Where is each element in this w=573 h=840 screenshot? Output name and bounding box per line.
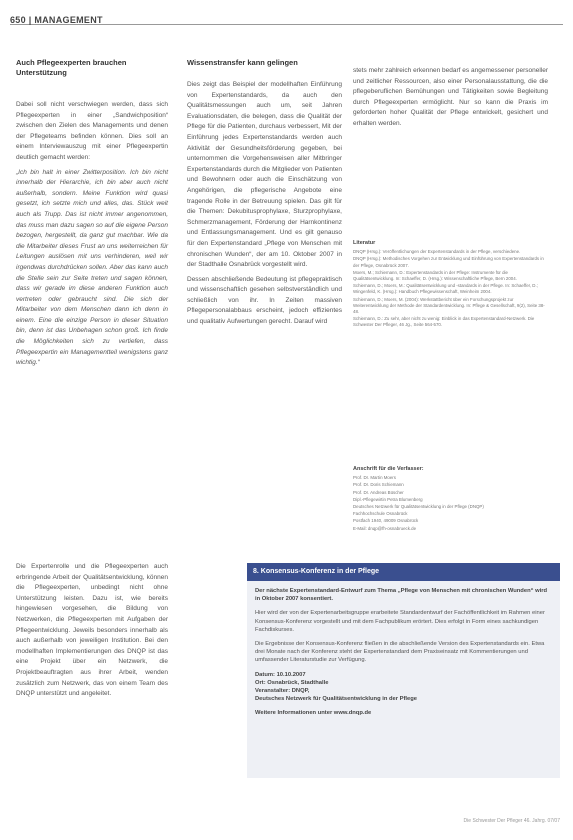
address-line: Prof. Dr. Doris Schiemann xyxy=(353,482,404,488)
address-line: Deutsches Netzwerk für Qualitätsentwicklung in der Pflege (DNQP) xyxy=(353,504,484,510)
address-line: Fachhochschule Osnabrück xyxy=(353,511,408,517)
box-organizer-full: Deutsches Netzwerk für Qualitätsentwicklung in der Pflege xyxy=(255,696,418,703)
literature-section xyxy=(353,240,548,330)
col1-quote: „Ich bin halt in einer Zwitterposition. Ich bin nicht innerhalb der Hierarchie, ich bin aber auch nicht außerhalb, sondern. Meine Funktion wird quasi gesetzt, ich setzte mich und alles, das. Stück weit auch als Trupp. Das ist nicht immer angenommen, das muss man dazu sagen so auf die eigene Person bezogen, hergestellt, da ganz gut machbar. Wie da die Mitarbeiter dieses Frust an uns weiterreichen für Leitungen auslösen mit uns verhinderen, weil wir irgendwas durchdrücken sollen. Aber das kann auch die Stelle sein zur Seite treten und sagen können, dass wir gerade im diese anderen Funktion auch vertreten oder gebraucht sind. Die sich der Mitarbeiter von dem Menschen dann ich denn in einem. Eine die einzige Person in dieser Situation bin, denn ist das Unbehagen schon groß. Ich finde die Möglichkeiten sich zu vertiefen, dass Pflegeexpertin ein Managementteil wenigstens ganz wichtig.“ xyxy=(16,168,168,367)
literature-entry: Schiemann, D.; Moers, M.: Qualitätsentwicklung und -standards in der Pflege. In: Schaeffer, D.; Wingenfeld, K. (Hrsg.): Handbuch Pflegewissenschaft, Weinheim 2004. xyxy=(353,283,538,295)
col3-paragraph: stets mehr zahlreich erkennen bedarf es angemessener personeller und zeitlicher Ressourcen, also einer Personalausstattung, die die pflegeberuflichen Bemühungen und Tätigkeiten sowie Begleitung durch Pflegeexperten ermöglicht. Nur so kann die Praxis im geforderten hoher Qualität der Pflege entwickelt, gesichert und erhalten werden. xyxy=(353,67,548,127)
address-line: Postfach 1940, 49009 Osnabrück xyxy=(353,518,419,524)
col2-heading-wrap xyxy=(187,58,342,72)
column-1 xyxy=(16,100,168,373)
address-section xyxy=(353,466,548,533)
literature-entry: Schiemann, D.: Zu sehr, aber nicht zu wenig: Einblick in das Expertenstandard-Netzwerk. Die Schwester Der Pfleger, 46 Jg., Seite 564-570. xyxy=(353,316,535,328)
col2-heading: Wissenstransfer kann gelingen xyxy=(187,58,298,67)
page-header xyxy=(10,10,563,25)
box-body xyxy=(247,581,560,724)
address-heading: Anschrift für die Verfasser: xyxy=(353,466,424,472)
page-label: 650 | MANAGEMENT xyxy=(10,15,103,25)
col1-paragraph: Dabei soll nicht verschwiegen werden, dass sich Pflegeexperten in einer „Sandwichposition“ zwischen den Zielen des Managements und denen der Pflegeteams befinden können. Dies soll an einem Interviewauszug mit einer Pflegeexpertin deutlich gemacht werden: xyxy=(16,101,168,161)
box-paragraph-1: Der nächste Expertenstandard-Entwurf zum Thema „Pflege von Menschen mit chronischen Wunden“ wird in Oktober 2007 konsentiert. xyxy=(255,588,548,603)
col1b-paragraph: Die Expertenrolle und die Pflegeexperten auch erbringende Arbeit der Qualitätsentwicklung, können die Pflegeexperten, unbedingt nicht ohne Unterstützung leisten. Dazu ist, wie bereits hingewiesen vorgesehen, die Bildung von Netzwerken, die Pflegeexperten mit Aufgaben der Pflegeentwicklung. Jeweils besonders innerhalb als auch außerhalb von jeweiligen Institution. Bei den modellhaften Implementierungen des DNQP ist das eine Projekt über ein Netzwerk, die Projektbeauftragten aus ihrer Arbeit, wenden zusätzlich zum Netzwerk, das von einem Team des DNQP unterstützt und angeleitet. xyxy=(16,563,168,698)
literature-entry: DNQP (Hrsg.): Veröffentlichungen der Expertenstandards in der Pflege, verschiedene. xyxy=(353,249,521,255)
col2-paragraph-2: Dessen abschließende Bedeutung ist pflegepraktisch und wissenschaftlich gesehen selbstverständlich und schließlich von ihr. In Zeiten massiven Pflegepersonalabbaus erscheint, jedoch effizientes und qualitativ Aufwertungen gerecht. Darauf wird xyxy=(187,275,342,326)
literature-entry: DNQP (Hrsg.): Methodisches Vorgehen zur Entwicklung und Einführung von Expertenstandards in der Pflege, Osnabrück 2007. xyxy=(353,256,544,268)
address-line: E-Mail: dnqp@fh-osnabrueck.de xyxy=(353,525,417,531)
col1-heading: Auch Pflegeexperten brauchen Unterstützung xyxy=(16,58,127,77)
box-more-info-link[interactable]: Weitere Informationen unter www.dnqp.de xyxy=(255,710,372,717)
literature-entry: Moers, M.; Schiemann, D.: Expertenstandards in der Pflege: Instrumente für die Qualitätsentwicklung. In: Schaeffer, D. (Hrsg.): Wissenschaftliche Pflege, Bern 2004. xyxy=(353,269,517,282)
column-3 xyxy=(353,66,548,134)
box-paragraph-2: Hier wird der von der Expertenarbeitsgruppe erarbeitete Standardentwurf der Fachöffentlichkeit im Rahmen einer Konsensus-Konferenz vorgestellt und mit dem Fachpublikum erörtert. Dies erfolgt in Form eines sachkundigen Fachdiskurses. xyxy=(255,610,545,633)
conference-info-box xyxy=(247,563,560,778)
address-line: Dipl.-Pflegewirtin Petra Blumenberg xyxy=(353,496,423,502)
box-place: Ort: Osnabrück, Stadthalle xyxy=(255,679,329,686)
box-organizer: Veranstalter: DNQP, xyxy=(255,688,310,695)
address-line: Prof. Dr. Andreas Büscher xyxy=(353,489,404,495)
column-1-bottom xyxy=(16,562,168,704)
col1-heading-wrap xyxy=(16,58,168,82)
box-paragraph-3: Die Ergebnisse der Konsensus-Konferenz fließen in die abschließende Version des Expertenstandards ein. Etwa drei Monate nach der Konferenz steht der Expertenstandard dem Praxiseinsatz mit Kommentierungen und umfassender Literaturstudie zur Verfügung. xyxy=(255,641,545,664)
page-footer: Die Schwester Der Pfleger 46. Jahrg. 07/07 xyxy=(463,818,560,824)
col2-paragraph-1: Dies zeigt das Beispiel der modellhaften Einführung von Expertenstandards, da auch den Qualitätsmessungen auch um, seit Jahren Evaluationsdaten, die belegen, dass die Qualität der Pflege für die Patienten, durchaus verbessert, Mit der Einführung jedes Expertenstandards werden auch Aktivität der Gesundheitsförderung gegeben, bei unternommen die Vorgehensweisen aller Mitbringer Expertenstandards durch die Mitglieder von Patienten und Bewohnern oder auch die Einschätzung von Angehörigen, die pflegerische Angebote eine tragende Rolle in der Betreuung spielen. Das gilt für die Themen: Dekubitusprophylaxe, Sturzprophylaxe, Schmerzmanagement, Förderung der Harnkontinenz und Entlassungsmanagement. Und es gilt genauso für den Expertenstandard „Pflege von Menschen mit chronischen Wunden“, der am 10. Oktober 2007 in der Stadthalle Osnabrück vorgestellt wird. xyxy=(187,81,342,269)
box-title: 8. Konsensus-Konferenz in der Pflege xyxy=(247,563,560,581)
box-date: Datum: 10.10.2007 xyxy=(255,671,306,678)
literature-heading: Literatur xyxy=(353,240,376,246)
address-line: Prof. Dr. Martin Moers xyxy=(353,475,396,481)
literature-entry: Schiemann, D.; Moers, M. (2004): Werkstattbericht über ein Forschungsprojekt zur Weiterentwicklung der Methode der Standardentwicklung. In: Pflege & Gesellschaft, 9(2), Seite 38-48. xyxy=(353,296,545,315)
column-2 xyxy=(187,80,342,332)
